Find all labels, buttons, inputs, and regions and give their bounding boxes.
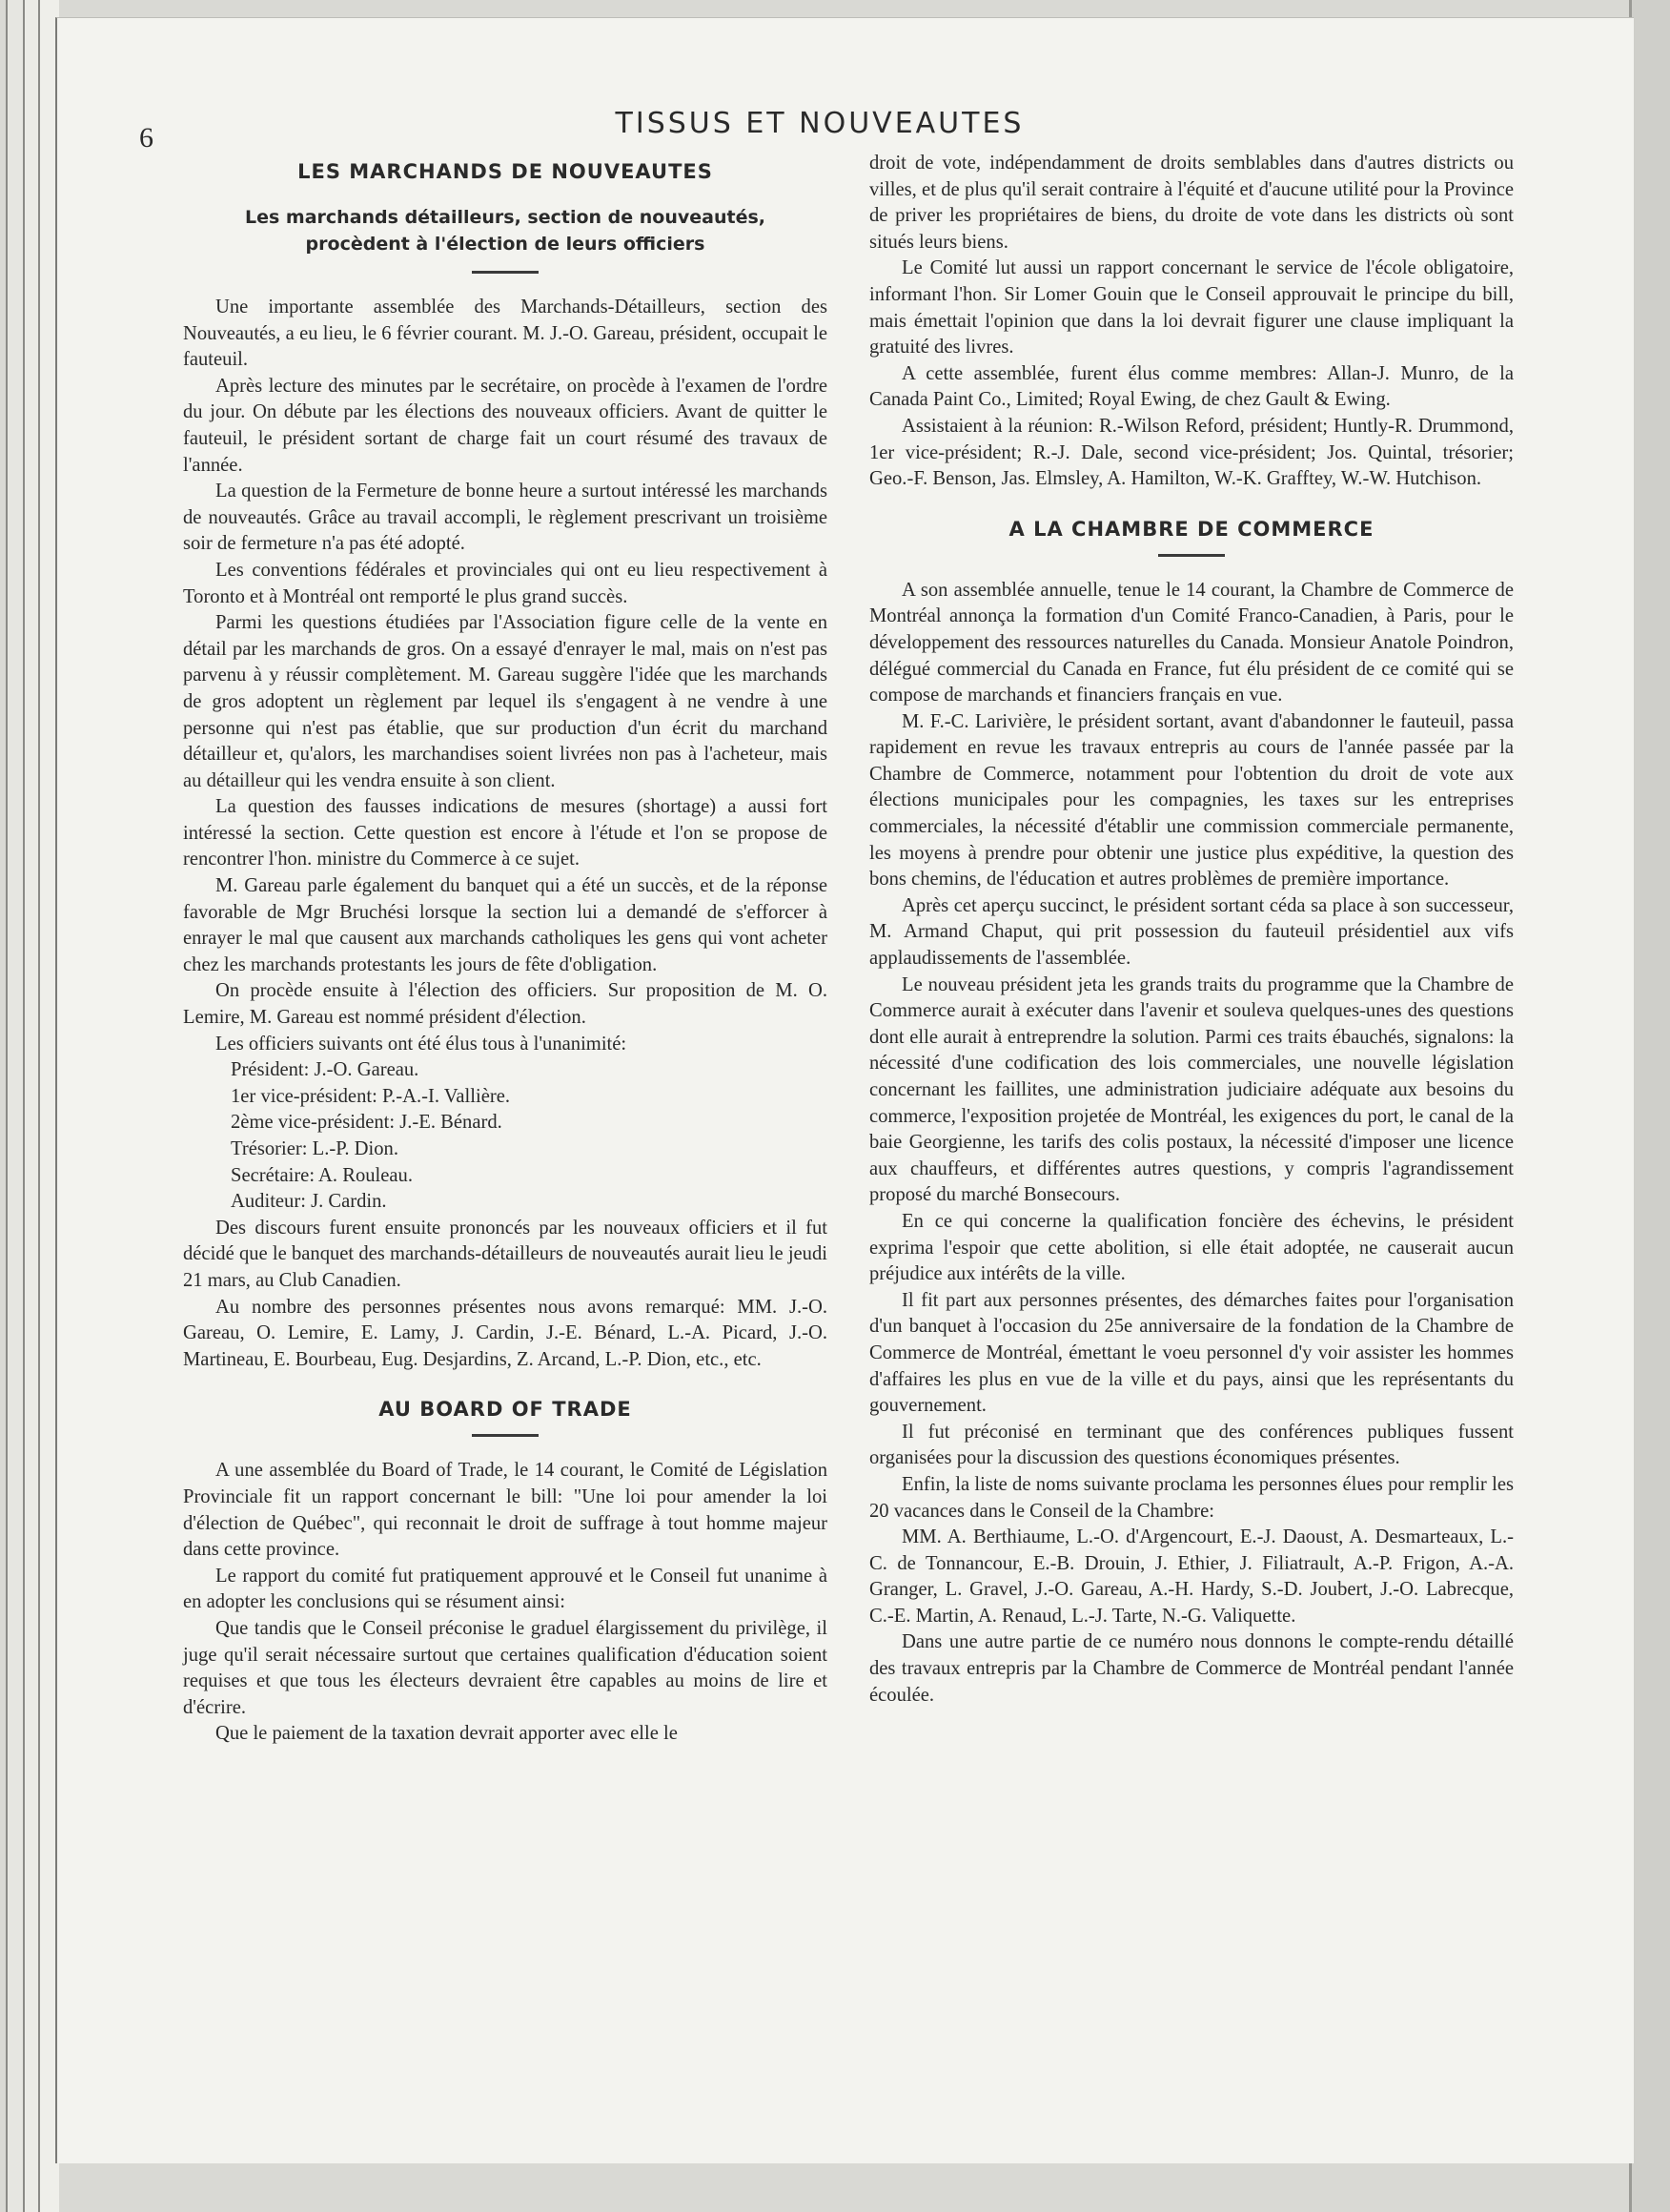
running-title: TISSUS ET NOUVEAUTES bbox=[615, 107, 1025, 140]
paragraph: Le rapport du comité fut pratiquement approuvé et le Conseil fut unanime à en adopter les conclusions qui se résument ainsi: bbox=[183, 1565, 827, 1613]
paragraph: A cette assemblée, furent élus comme membres: Allan-J. Munro, de la Canada Paint Co., Limited; Royal Ewing, de chez Gault & Ewing. bbox=[869, 362, 1514, 411]
paragraph: Enfin, la liste de noms suivante proclama les personnes élues pour remplir les 20 vacances dans le Conseil de la Chambre: bbox=[869, 1473, 1514, 1522]
paragraph: On procède ensuite à l'élection des officiers. Sur proposition de M. O. Lemire, M. Gareau est nommé président d'élection. bbox=[183, 980, 827, 1029]
paragraph: Assistaient à la réunion: R.-Wilson Reford, président; Huntly-R. Drummond, 1er vice-président; R.-J. Dale, second vice-président; Jos. Quintal, trésorier; Geo.-F. Benson, Jas. Elmsley, A. Hamilton, W.-K. Grafftey, W.-W. Hutchison. bbox=[869, 415, 1514, 490]
title-rule bbox=[1158, 554, 1225, 557]
officer-line: 1er vice-président: P.-A.-I. Vallière. bbox=[231, 1085, 510, 1107]
paragraph: A une assemblée du Board of Trade, le 14 courant, le Comité de Législation Provinciale fit un rapport concernant le bill: "Une loi pour amender la loi d'élection de Québec", qui reconnait le droit de suffrage à tout homme majeur dans cette province. bbox=[183, 1460, 827, 1561]
section-title-board-of-trade: AU BOARD OF TRADE bbox=[378, 1398, 632, 1422]
paragraph: En ce qui concerne la qualification foncière des échevins, le président exprima l'espoir que cette abolition, si elle était adoptée, ne causerait aucun préjudice aux intérêts de la ville. bbox=[869, 1210, 1514, 1285]
officer-line: Trésorier: L.-P. Dion. bbox=[231, 1138, 399, 1159]
paragraph: Il fut préconisé en terminant que des conférences publiques fussent organisées pour la discussion des questions économiques présentes. bbox=[869, 1421, 1514, 1469]
paragraph: Il fit part aux personnes présentes, des démarches faites pour l'organisation d'un banquet à l'occasion du 25e anniversaire de la fondation de la Chambre de Commerce de Montréal, émettant le voeu personnel d'y voir assister les hommes d'affaires les plus en vue de la ville et du pays, ainsi que les représentants du gouvernement. bbox=[869, 1289, 1514, 1417]
paragraph: La question de la Fermeture de bonne heure a surtout intéressé les marchands de nouveautés. Grâce au travail accompli, le règlement prescrivant un troisième soir de fermeture n'a pas été adopté. bbox=[183, 481, 827, 555]
paragraph: Après lecture des minutes par le secrétaire, on procède à l'examen de l'ordre du jour. On débute par les élections des nouveaux officiers. Avant de quitter le fauteuil, le président sortant de charge fait un court résumé des travaux de l'année. bbox=[183, 375, 827, 476]
officer-line: Secrétaire: A. Rouleau. bbox=[231, 1164, 413, 1186]
paragraph: Au nombre des personnes présentes nous avons remarqué: MM. J.-O. Gareau, O. Lemire, E. Lamy, J. Cardin, J.-E. Bénard, L.-A. Picard, J.-O. Martineau, E. Bourbeau, Eug. Desjardins, Z. Arcand, L.-P. Dion, etc., etc. bbox=[183, 1296, 827, 1370]
title-rule bbox=[472, 1434, 539, 1437]
paragraph: Le nouveau président jeta les grands traits du programme que la Chambre de Commerce aurait à exécuter dans l'avenir et souleva quelques-unes des questions dont elle aurait à entreprendre la solution. Parmi ces traits ébauchés, signalons: la nécessité d'une codification des lois commerciales, une nouvelle législation concernant les faillites, une administration judiciaire adéquate aux besoins du commerce, l'exposition projetée de Montréal, les exigences du port, le canal de la baie Georgienne, les tarifs des colis postaux, la nécessité d'imposer une licence aux chauffeurs, et différentes autres questions, y compris l'agrandissement proposé du marché Bonsecours. bbox=[869, 973, 1514, 1206]
paragraph: Dans une autre partie de ce numéro nous donnons le compte-rendu détaillé des travaux entrepris par la Chambre de Commerce de Montréal pendant l'année écoulée. bbox=[869, 1631, 1514, 1706]
paragraph: Parmi les questions étudiées par l'Association figure celle de la vente en détail par les marchands de gros. On a essayé d'enrayer le mal, mais on n'est pas parvenu à y réussir complètement. M. Gareau suggère l'idée que les marchands de gros adoptent un règlement par lequel ils s'engagent à ne vendre à une personne qui n'est pas établie, que sur production d'un écrit du marchand détailleur et, qu'alors, les marchandises soient livrées non pas à l'acheteur, mais au détailleur qui les vendra ensuite à son client. bbox=[183, 612, 827, 791]
paragraph: droit de vote, indépendamment de droits semblables dans d'autres districts ou villes, et de plus qu'il serait contraire à l'équité et d'aucune utilité pour la Province de priver les propriétaires de biens, du droite de vote dans les districts où sont situés leurs biens. bbox=[869, 153, 1514, 253]
scan-margin bbox=[1629, 0, 1670, 2212]
paragraph: Que le paiement de la taxation devrait apporter avec elle le bbox=[215, 1723, 678, 1745]
paragraph: Que tandis que le Conseil préconise le graduel élargissement du privilège, il juge qu'il serait nécessaire surtout que certaines qualification d'éducation soient requises et que tous les électeurs devraient être capables au moins de lire et d'écrire. bbox=[183, 1617, 827, 1718]
title-rule bbox=[472, 271, 539, 274]
paragraph: La question des fausses indications de mesures (shortage) a aussi fort intéressé la section. Cette question est encore à l'étude et l'on se propose de rencontrer l'hon. ministre du Commerce à ce sujet. bbox=[183, 796, 827, 870]
paragraph: MM. A. Berthiaume, L.-O. d'Argencourt, E.-J. Daoust, A. Desmarteaux, L.-C. de Tonnancour, E.-B. Drouin, J. Ethier, J. Filiatrault, A.-P. Frigon, A.-A. Granger, L. Gravel, J.-O. Gareau, A.-H. Hardy, S.-D. Joubert, J.-O. Labrecque, C.-E. Martin, A. Renaud, L.-J. Tarte, N.-G. Valiquette. bbox=[869, 1526, 1514, 1627]
right-column bbox=[869, 151, 1514, 1709]
paragraph: Les officiers suivants ont été élus tous à l'unanimité: bbox=[215, 1033, 627, 1055]
left-column bbox=[183, 160, 827, 1748]
section-title-chambre-de-commerce: A LA CHAMBRE DE COMMERCE bbox=[1008, 517, 1375, 541]
paragraph: Après cet aperçu succinct, le président sortant céda sa place à son successeur, M. Armand Chaput, qui prit possession du fauteuil présidentiel aux vifs applaudissements de l'assemblée. bbox=[869, 894, 1514, 970]
paragraph: M. Gareau parle également du banquet qui a été un succès, et de la réponse favorable de Mgr Bruchési lorsque la section lui a demandé de s'efforcer à enrayer le mal que causent aux marchands catholiques les gens qui vont acheter chez les marchands protestants les jours de fête d'obligation. bbox=[183, 875, 827, 975]
paragraph: Le Comité lut aussi un rapport concernant le service de l'école obligatoire, informant l'hon. Sir Lomer Gouin que le Conseil approuvait le principe du bill, mais émettait l'opinion que dans la loi devrait figurer une clause impliquant la gratuité des livres. bbox=[869, 257, 1514, 358]
paragraph: A son assemblée annuelle, tenue le 14 courant, la Chambre de Commerce de Montréal annonça la formation d'un Comité Franco-Canadien, à Paris, pour le développement des ressources naturelles du Canada. Monsieur Anatole Poindron, délégué commercial du Canada en France, fut élu président de ce comité qui se compose de marchands et financiers français en vue. bbox=[869, 579, 1514, 707]
paragraph: Des discours furent ensuite prononcés par les nouveaux officiers et il fut décidé que le banquet des marchands-détailleurs de nouveautés aurait lieu le jeudi 21 mars, au Club Canadien. bbox=[183, 1217, 827, 1291]
officer-line: Président: J.-O. Gareau. bbox=[231, 1059, 419, 1081]
paragraph: Une importante assemblée des Marchands-Détailleurs, section des Nouveautés, a eu lieu, le 6 février courant. M. J.-O. Gareau, président, occupait le fauteuil. bbox=[183, 297, 827, 371]
officer-line: Auditeur: J. Cardin. bbox=[231, 1191, 387, 1213]
section-title-marchands: LES MARCHANDS DE NOUVEAUTES bbox=[297, 160, 713, 183]
officer-line: 2ème vice-président: J.-E. Bénard. bbox=[231, 1112, 502, 1134]
paragraph: Les conventions fédérales et provinciales qui ont eu lieu respectivement à Toronto et à Montréal ont remporté le plus grand succès. bbox=[183, 559, 827, 607]
section-subtitle: Les marchands détailleurs, section de nouveautés, procèdent à l'élection de leurs officiers bbox=[245, 207, 765, 255]
paragraph: M. F.-C. Larivière, le président sortant, avant d'abandonner le fauteuil, passa rapidement en revue les travaux entrepris au cours de l'année passée par la Chambre de Commerce, notamment pour l'obtention du droit de vote aux élections municipales pour les compagnies, les taxes sur les entreprises commerciales, la nécessité d'établir une commission commerciale permanente, les moyens à prendre pour obtenir une justice plus expéditive, la question des bons chemins, de l'éducation et autres problèmes de première importance. bbox=[869, 710, 1514, 891]
page-number: 6 bbox=[139, 122, 153, 154]
